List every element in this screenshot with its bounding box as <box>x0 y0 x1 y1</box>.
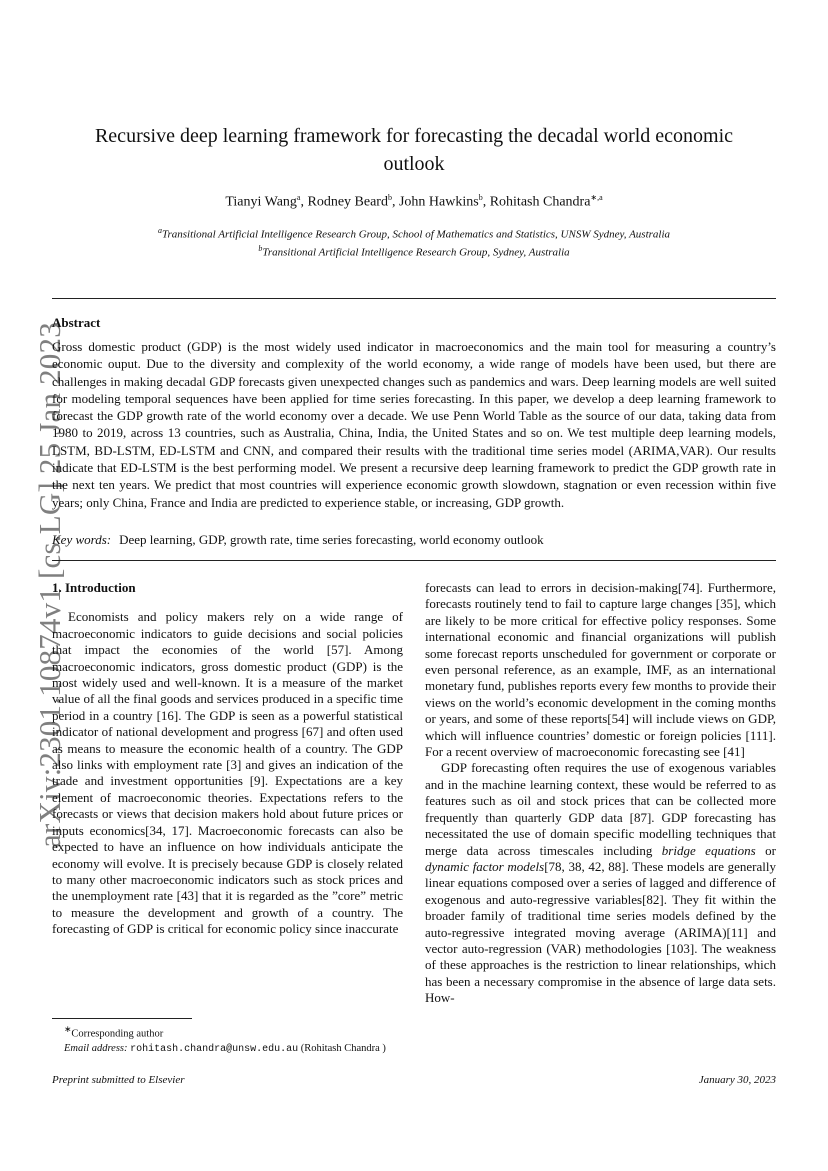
email-owner: (Rohitash Chandra ) <box>300 1042 386 1054</box>
affiliation-list <box>70 224 758 259</box>
keywords-line <box>52 532 776 548</box>
paragraph-fragment: [78, 38, 42, 88]. These models are generally linear equations composed over a series of lagged and difference of exogenous and auto-regressive variables[82]. They fit within the broader family of traditional time series models defined by the auto-regressive integrated moving average (ARIMA)[11] and vector auto-regression (VAR) methodologies [103]. The weakness of these approaches is the restriction to linear relationships, which has been a necessary compromise in the absence of large data sets. How- <box>425 858 776 1006</box>
author-list: Tianyi Wang$^a$, Rodney Beard$^b$, John Hawkins$^b$, Rohitash Chandra$^{∗,a}$ <box>225 193 603 210</box>
body-paragraph: Economists and policy makers rely on a wide range of macroeconomic indicators to guide decisions and social policies that impact the economies of the world [57]. Among macroeconomic indicators, gross domestic product (GDP) is the most widely used and well-known. It is a measure of the market value of all the final goods and services produced in a specific time period in a country [16]. The GDP is seen as a powerful statistical indicator of national development and progress [67] and often used as means to measure the economic health of a country. The GDP also links with employment rate [3] and gives an indication of the trade and investment opportunities [9]. Expectations are a key element of macroeconomic theories. Expectations refers to the forecasts or views that decision makers hold about future prices or inputs economics[34, 17]. Macroeconomic forecasts can also be expected to have an influence on how individuals anticipate the economy will evolve. It is precisely because GDP is closely related to many other macroeconomic indicators such as stock prices and the unemployment rate [43] that it is regarded as the ”core” metric to measure the development and growth of a country. The forecasting of GDP is critical for economic policy since inaccurate <box>52 609 403 937</box>
abstract-text: Gross domestic product (GDP) is the most widely used indicator in macroeconomics and the main tool for measuring a country’s economic ouput. Due to the diversity and complexity of the world economy, a wide range of models have been used, but there are challenges in making decadal GDP forecasts given unexpected changes such as pandemics and wars. Deep learning models are well suited for modeling temporal sequences have been applied for time series forecasting. In this paper, we develop a deep learning framework to forecast the GDP growth rate of the world economy over a decade. We use Penn World Table as the source of our data, taking data from 1980 to 2019, across 13 countries, such as Australia, China, India, the United States and so on. We test multiple deep learning models, LSTM, BD-LSTM, ED-LSTM and CNN, and compared their results with the traditional time series model (ARIMA,VAR). Our results indicate that ED-LSTM is the best performing model. We present a recursive deep learning framework to predict the GDP growth rate in the next ten years. We predict that most countries will experience economic growth slowdown, stagnation or even recession within five years; only China, France and India are predicted to experience stable, or increasing, GDP growth. <box>52 339 776 510</box>
email-address: rohitash.chandra@unsw.edu.au <box>130 1043 299 1055</box>
abstract-heading: Abstract <box>52 315 101 330</box>
affiliation-text: Transitional Artificial Intelligence Research Group, Sydney, Australia <box>262 246 570 259</box>
italic-term: bridge equations <box>661 842 756 858</box>
footnote <box>52 1022 403 1057</box>
author-name: Tianyi Wang <box>225 194 297 210</box>
footnote-corresponding-text: Corresponding author <box>71 1028 164 1040</box>
left-column <box>52 580 403 938</box>
author-name: Rohitash Chandra <box>489 194 591 210</box>
keywords-text: Deep learning, GDP, growth rate, time series forecasting, world economy outlook <box>119 532 544 547</box>
keywords-label: Key words: <box>52 532 112 547</box>
footer-right: January 30, 2023 <box>698 1074 776 1086</box>
body-paragraph: forecasts can lead to errors in decision-making[74]. Furthermore, forecasts routinely tend to fail to capture large changes [35], which are likely to be more critical for effective policy responses. Some international economic and financial organizations will publish some forecast reports unscheduled for government or corporate or even personal reference, as an example, IMF, as an international monetary fund, publishes reports every few months to provide their views on the world’s economic development in the coming months or years, and some of these reports[54] will include views on GDP, which will influence countries’ domestic or foreign policies [111]. For a recent overview of macroeconomic forecasting see [41] <box>425 580 776 760</box>
paper-title: Recursive deep learning framework for forecasting the decadal world economic outlook <box>94 125 734 175</box>
author-name: Rodney Beard <box>307 194 388 210</box>
affiliation-mark: a <box>157 226 162 235</box>
abstract-top-rule <box>52 298 776 299</box>
italic-term: dynamic factor models <box>425 858 545 874</box>
author-mark: b <box>387 193 392 202</box>
paragraph-fragment: GDP forecasting often requires the use of exogenous variables and in the machine learning context, these would be referred to as features such as oil and stock prices that can be collected more frequently than quarterly GDP data [87]. GDP forecasting has necessitated the use of domain specific modelling techniques that merge data across timescales including <box>425 760 776 858</box>
section-heading: 1. Introduction <box>52 580 136 595</box>
author-mark: ∗,a <box>590 193 603 202</box>
footnote-corresponding <box>52 1022 403 1042</box>
author-name: John Hawkins <box>398 194 479 210</box>
arxiv-identifier-stamp: arXiv:2301.10874v1 [cs.LG] 25 Jan 2023 <box>32 322 67 848</box>
affiliation-text: Transitional Artificial Intelligence Research Group, School of Mathematics and Statistics, UNSW Sydney, Australia <box>161 228 671 241</box>
right-column <box>425 580 776 1007</box>
footnote-email <box>52 1042 403 1057</box>
affiliation <box>70 224 758 242</box>
affiliation <box>70 242 758 260</box>
paragraph-fragment: or <box>755 842 776 858</box>
affiliation-mark: b <box>258 243 263 253</box>
body-paragraph <box>425 760 776 1006</box>
email-label: Email address: <box>64 1042 128 1054</box>
footer-left: Preprint submitted to Elsevier <box>52 1074 185 1086</box>
footnote-rule <box>52 1018 192 1019</box>
abstract-bottom-rule <box>52 560 776 561</box>
footnote-mark: ∗ <box>64 1024 72 1034</box>
author-mark: a <box>296 193 301 202</box>
author-mark: b <box>478 193 483 202</box>
